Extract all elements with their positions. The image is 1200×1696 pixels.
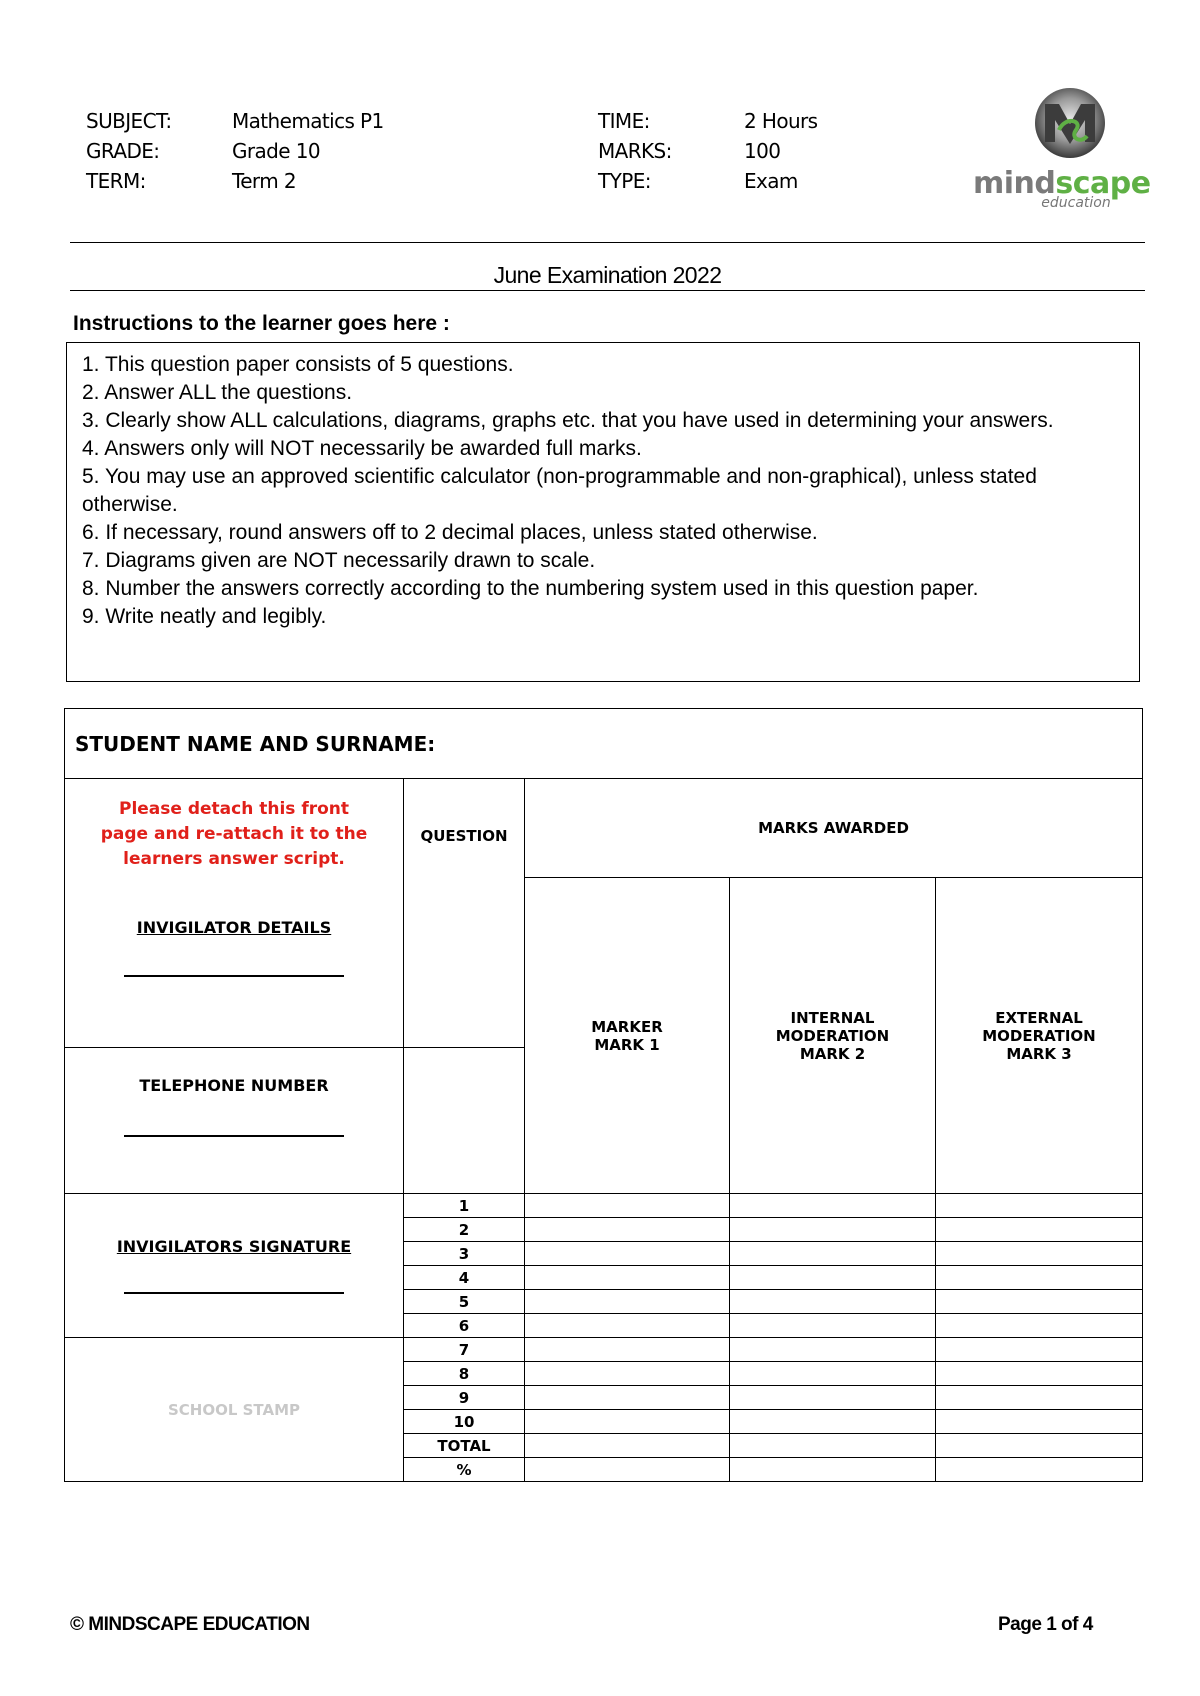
mark-cell[interactable] (525, 1314, 730, 1338)
logo-wordmark (973, 166, 1151, 211)
marks-value: 100 (744, 139, 781, 163)
mark-cell[interactable] (730, 1266, 936, 1290)
mark-cell[interactable] (525, 1266, 730, 1290)
detach-note: Please detach this front page and re-attach it to the learners answer script. (100, 799, 368, 869)
internal-col-header (730, 878, 936, 1194)
mark-cell[interactable] (936, 1434, 1143, 1458)
external-col-header (936, 878, 1143, 1194)
marks-grid (64, 708, 1143, 1482)
instruction-item: 7. Diagrams given are NOT necessarily drawn to scale. (82, 549, 596, 572)
student-name-label: STUDENT NAME AND SURNAME: (75, 731, 436, 756)
question-number: 3 (404, 1242, 525, 1266)
logo-word-mind: mind (973, 166, 1056, 201)
mark-cell[interactable] (730, 1314, 936, 1338)
mark-cell[interactable] (936, 1338, 1143, 1362)
mark-cell[interactable] (936, 1410, 1143, 1434)
invigilator-details-cell (65, 779, 404, 1048)
mark-cell[interactable] (730, 1218, 936, 1242)
instructions-box (66, 342, 1140, 682)
time-label: TIME: (598, 109, 650, 133)
question-number: 7 (404, 1338, 525, 1362)
telephone-line[interactable] (124, 1135, 344, 1137)
mark-cell[interactable] (936, 1362, 1143, 1386)
term-value: Term 2 (232, 169, 296, 193)
mark-cell[interactable] (730, 1458, 936, 1482)
invigilator-details-label: INVIGILATOR DETAILS (136, 918, 332, 937)
exam-meta (86, 106, 986, 196)
mark-cell[interactable] (730, 1194, 936, 1218)
question-number: 1 (404, 1194, 525, 1218)
instruction-item: 5. You may use an approved scientific calculator (non-programmable and non-graphical), unless stated otherwise. (82, 465, 1037, 516)
telephone-label: TELEPHONE NUMBER (139, 1076, 329, 1095)
question-header (404, 779, 525, 1048)
footer-page-number: Page 1 of 4 (998, 1614, 1093, 1635)
mark-cell[interactable] (730, 1386, 936, 1410)
mark-cell[interactable] (936, 1266, 1143, 1290)
marks-label: MARKS: (598, 139, 672, 163)
instruction-item: 6. If necessary, round answers off to 2 decimal places, unless stated otherwise. (82, 521, 818, 544)
internal-col-label: INTERNAL MODERATION MARK 2 (775, 1008, 890, 1063)
mark-cell[interactable] (936, 1218, 1143, 1242)
question-number: 4 (404, 1266, 525, 1290)
meta-row-grade (86, 136, 986, 166)
instruction-item: 4. Answers only will NOT necessarily be awarded full marks. (82, 437, 642, 460)
signature-line[interactable] (124, 1292, 344, 1294)
time-value: 2 Hours (744, 109, 818, 133)
mark-cell[interactable] (525, 1458, 730, 1482)
question-number: 2 (404, 1218, 525, 1242)
marker-col-header (525, 878, 730, 1194)
total-label: TOTAL (404, 1434, 525, 1458)
mark-cell[interactable] (525, 1290, 730, 1314)
mark-cell[interactable] (730, 1338, 936, 1362)
marks-awarded-header (525, 779, 1143, 878)
mark-cell[interactable] (936, 1194, 1143, 1218)
mark-cell[interactable] (730, 1410, 936, 1434)
logo-word-scape: scape (1055, 166, 1151, 201)
student-name-field[interactable] (65, 709, 1143, 779)
school-stamp-cell[interactable] (65, 1338, 404, 1482)
school-stamp-label: SCHOOL STAMP (167, 1400, 301, 1419)
logo-sub: education (1041, 195, 1111, 211)
question-header-label: QUESTION (420, 827, 508, 845)
mark-cell[interactable] (730, 1242, 936, 1266)
grade-label: GRADE: (86, 139, 160, 163)
mark-cell[interactable] (936, 1314, 1143, 1338)
meta-row-term (86, 166, 986, 196)
question-number: 8 (404, 1362, 525, 1386)
mark-cell[interactable] (525, 1194, 730, 1218)
mark-cell[interactable] (730, 1290, 936, 1314)
type-value: Exam (744, 169, 798, 193)
telephone-cell (65, 1048, 404, 1194)
question-spacer (404, 1048, 525, 1194)
meta-row-subject (86, 106, 986, 136)
invigilator-details-line[interactable] (124, 975, 344, 977)
question-number: 10 (404, 1410, 525, 1434)
mark-cell[interactable] (730, 1434, 936, 1458)
instruction-item: 1. This question paper consists of 5 questions. (82, 353, 514, 376)
signature-label: INVIGILATORS SIGNATURE (116, 1237, 352, 1256)
mark-cell[interactable] (525, 1242, 730, 1266)
mark-cell[interactable] (730, 1362, 936, 1386)
title-divider (70, 290, 1145, 291)
mark-cell[interactable] (525, 1386, 730, 1410)
term-label: TERM: (86, 169, 146, 193)
mark-cell[interactable] (525, 1434, 730, 1458)
type-label: TYPE: (598, 169, 651, 193)
question-number: 9 (404, 1386, 525, 1410)
mark-cell[interactable] (525, 1362, 730, 1386)
instruction-item: 2. Answer ALL the questions. (82, 381, 353, 404)
question-number: 5 (404, 1290, 525, 1314)
grade-value: Grade 10 (232, 139, 320, 163)
percent-label: % (404, 1458, 525, 1482)
mark-cell[interactable] (525, 1218, 730, 1242)
marks-awarded-label: MARKS AWARDED (758, 819, 909, 837)
marker-col-label: MARKER MARK 1 (591, 1017, 663, 1054)
exam-title: June Examination 2022 (493, 262, 722, 288)
instructions-heading: Instructions to the learner goes here : (73, 312, 450, 335)
instruction-item: 9. Write neatly and legibly. (82, 605, 327, 628)
mark-cell[interactable] (936, 1386, 1143, 1410)
mark-cell[interactable] (525, 1338, 730, 1362)
mark-cell[interactable] (936, 1458, 1143, 1482)
question-number: 6 (404, 1314, 525, 1338)
instruction-item: 3. Clearly show ALL calculations, diagrams, graphs etc. that you have used in determining your answers. (82, 409, 1054, 432)
footer-copyright: © MINDSCAPE EDUCATION (70, 1614, 310, 1635)
mark-cell[interactable] (936, 1242, 1143, 1266)
signature-cell (65, 1194, 404, 1338)
instruction-item: 8. Number the answers correctly according to the numbering system used in this question paper. (82, 577, 979, 600)
mark-cell[interactable] (936, 1290, 1143, 1314)
header-divider (70, 242, 1145, 243)
subject-value: Mathematics P1 (232, 109, 384, 133)
mark-cell[interactable] (525, 1410, 730, 1434)
subject-label: SUBJECT: (86, 109, 172, 133)
external-col-label: EXTERNAL MODERATION MARK 3 (982, 1008, 1096, 1063)
